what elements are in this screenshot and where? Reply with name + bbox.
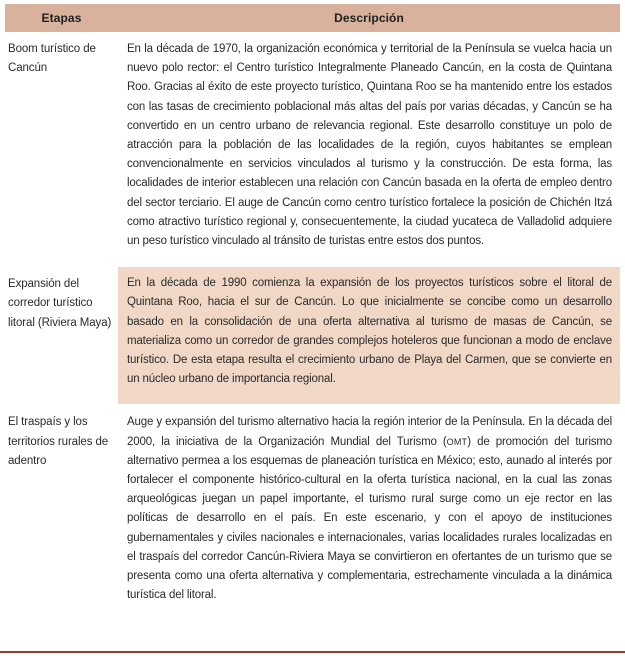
stage-description-cell <box>118 32 620 259</box>
description-segment: Auge y expansión del turismo alternativo hacia la región interior de la Península. En la década del 2000, la iniciativa de la Organización Mundial del Turismo ( <box>127 416 612 448</box>
stage-label: Expansión del corredor turístico litoral (Riviera Maya) <box>8 278 112 329</box>
stage-description-text <box>127 413 612 605</box>
stage-description-cell-highlighted <box>118 267 620 404</box>
table-bottom-rule <box>0 651 625 653</box>
omt-abbreviation: OMT <box>446 436 468 447</box>
table-header-row <box>5 4 620 32</box>
stages-table <box>5 4 620 613</box>
stage-description-text: En la década de 1990 comienza la expansión de los proyectos turísticos sobre el litoral de Quintana Roo, hacia el sur de Cancún. Lo que inicialmente se concibe como un desarrollo basado en la consolidación de una oferta alternativa al turismo de masas de Cancún, se materializa como un corredor de grandes complejos hoteleros que funcionan a modo de enclave turístico. De esta etapa resulta el crecimiento urbano de Playa del Carmen, que se convierte en un núcleo urbano de importancia regional. <box>127 277 612 386</box>
stage-description-cell <box>118 404 620 613</box>
stage-label: Boom turístico de Cancún <box>8 43 96 75</box>
description-segment: ) de promoción del turismo alternativo permea a los esquemas de planeación turística en México; esto, aunado al interés por fortalecer el componente histórico-cultural en la oferta turística nacional, en la cual las zonas arqueológicas juegan un papel importante, el turismo rural surge como un eje rector en las políticas de desarrollo en el país. En este escenario, y con el apoyo de instituciones gubernamentales y civiles nacionales e internacionales, varias localidades rurales localizadas en el traspaís del corredor Cancún-Riviera Maya se convirtieron en ofertantes de un turismo que se presenta como una oferta alternativa y complementaria, estrechamente vinculada a la dinámica turística del litoral. <box>127 435 613 602</box>
column-header-etapas: Etapas <box>41 11 82 25</box>
table-row-boom-turistico <box>5 32 620 259</box>
table-row-corredor-litoral <box>5 267 620 404</box>
column-header-descripcion: Descripción <box>334 11 404 25</box>
stage-description-text: En la década de 1970, la organización económica y territorial de la Península se vuelca hacia un nuevo polo rector: el Centro turístico Integralmente Planeado Cancún, en la costa de Quintana Roo. Gracias al éxito de este proyecto turístico, Quintana Roo se ha mantenido entre los estados con las tasas de crecimiento poblacional más altas del país por varias décadas, y Cancún se ha convertido en un centro urbano de relevancia regional. Este desarrollo constituye un polo de atracción para la población de las localidades de la región, cuyos habitantes se emplean convencionalmente en servicios vinculados al turismo y la construcción. De esta forma, las localidades de interior establecen una relación con Cancún basada en la oferta de empleo dentro del sector terciario. El auge de Cancún como centro turístico fortalece la posición de Chichén Itzá como atractivo turístico regional y, consecuentemente, la ciudad yucateca de Valladolid adquiere un peso turístico vinculado al tránsito de turistas entre estos dos puntos. <box>127 43 612 248</box>
stage-label: El traspaís y los territorios rurales de adentro <box>8 416 109 467</box>
table-row-traspais-rural <box>5 404 620 613</box>
